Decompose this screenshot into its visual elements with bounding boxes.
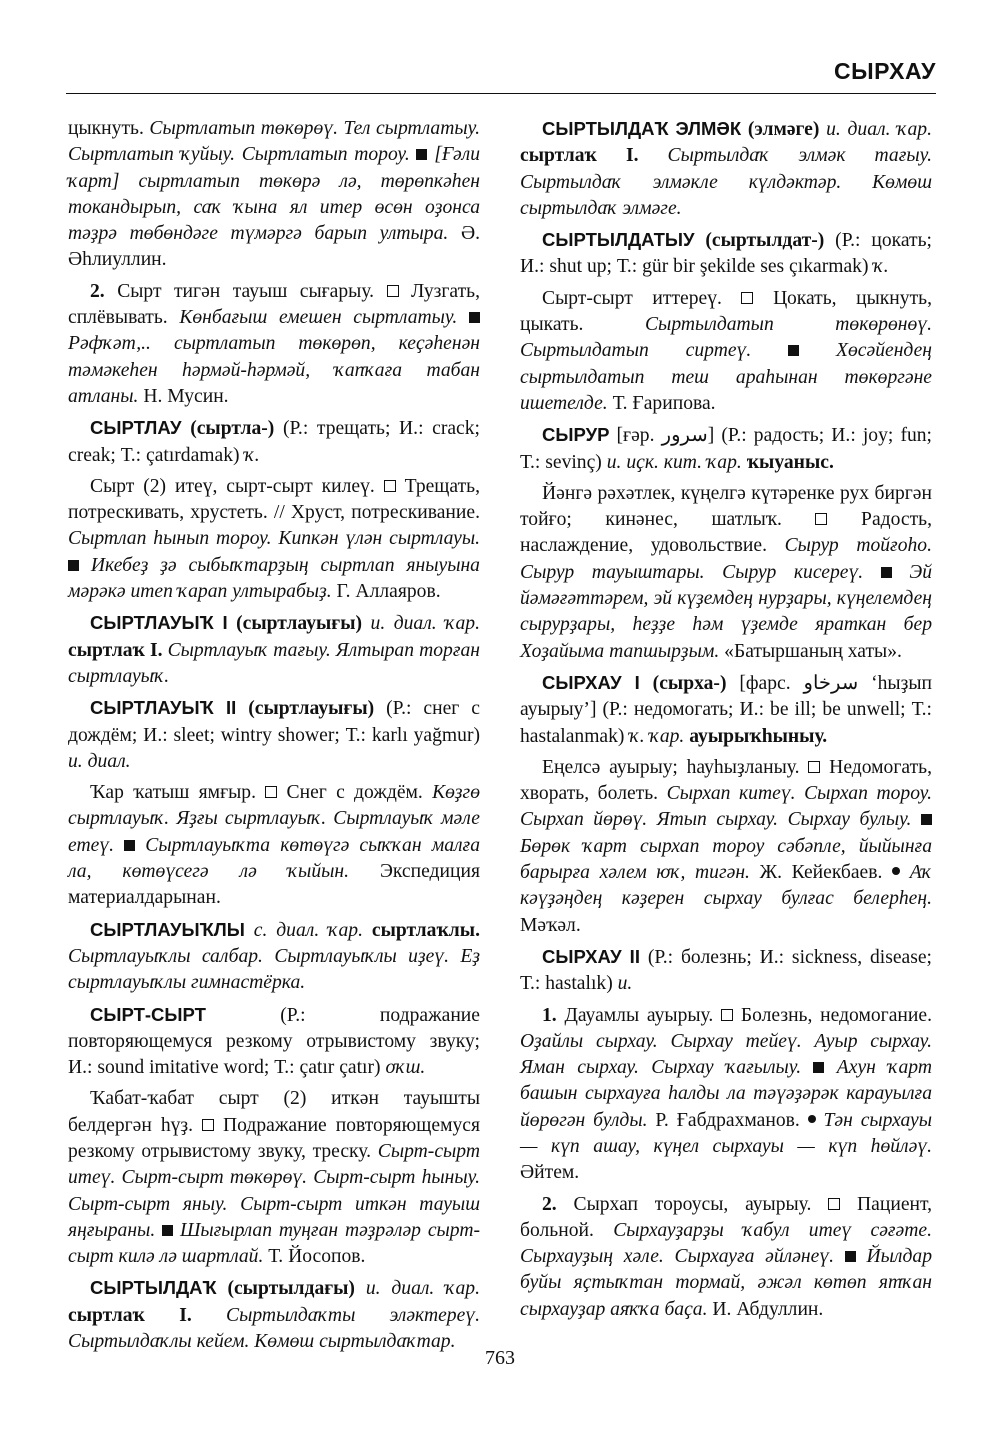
headword: СЫРХАУ II xyxy=(542,945,640,967)
example-marker-icon xyxy=(813,1062,824,1073)
right-column xyxy=(520,116,932,1328)
sense-paragraph: Сырт (2) итеү, сырт-сырт килеү. Трещать, потрескивать, хрустеть. // Хруст, потрескивание. Сыртлап һынып тороу. Кипкән үлән сыртлауы. Икебеҙ ҙә сыбыҡтарҙың сыртлап яныуына мәрәкә итеп ҡарап ултырабыҙ. Г. Аллаяров. xyxy=(68,475,480,603)
headword: СЫРТЫЛДАҠ ЭЛМӘК xyxy=(542,118,742,139)
example-marker-icon xyxy=(845,1251,856,1262)
entry-header: СЫРТЛАУЫҠ II (сыртлауығы) (Р.: снег с дождём; И.: sleet; wintry shower; Т.: karlı yağmur) и. диал. xyxy=(68,697,480,772)
entry-continuation: цыкнуть. Сыртлатып төкөрөү. Тел сыртлатыу. Сыртлатып ҡуйыу. Сыртлатып тороу. [Ғәли ҡарт] сыртлатып төкөрә лә, төрөпкәһен токандырып, саҡ ҡына ял итер өсөн оҙонса тәҙрә төбөндәге түмәргә барып ултыра. Ә. Әһлиуллин. xyxy=(68,118,480,271)
headword: СЫРТЛАУЫҠЛЫ xyxy=(90,918,245,940)
headword: СЫРТЛАУ xyxy=(90,417,182,439)
translation-marker-icon xyxy=(808,761,820,773)
headword: СЫРХАУ I xyxy=(542,671,640,693)
sense-paragraph: Ҡабат-ҡабат сырт (2) иткән тауышты белдергән һүҙ. Подражание повторяющемуся резкому отрывистому звуку, треску. Сырт-сырт итеү. Сырт-сырт төкөрөү. Сырт-сырт һыныу. Сырт-сырт яныу. Сырт-сырт иткән тауыш яңғыраны. Шығырлап туңған тәҙрәләр сырт-сырт килә лә шартлай. Т. Йосопов. xyxy=(68,1088,480,1268)
example-marker-icon xyxy=(788,345,799,356)
entry-header: СЫРТЛАУЫҠ I (сыртлауығы) и. диал. ҡар. сыртлаҡ I. Сыртлауыҡ тағыу. Ялтырап торған сыртлауыҡ. xyxy=(68,612,480,687)
headword: СЫРТЛАУЫҠ II xyxy=(90,697,237,719)
translation-marker-icon xyxy=(815,513,827,525)
headword: СЫРТЫЛДАТЫУ xyxy=(542,229,695,251)
sense-paragraph: Сырт-сырт иттереү. Цокать, цыкнуть, цыкать. Сыртылдатып төкөрөнөү. Сыртылдатып сиртеү. Хөсәйендең сыртылдатып теш араһынан төкөргәне ишетелде. Т. Ғарипова. xyxy=(520,287,932,414)
example-marker-icon xyxy=(124,840,135,851)
proverb-marker-icon xyxy=(808,1115,816,1123)
example-marker-icon xyxy=(68,560,79,571)
proverb-marker-icon xyxy=(892,867,900,875)
example-marker-icon xyxy=(881,567,892,578)
left-column xyxy=(68,116,480,1360)
sense-paragraph: 1. Дауамлы ауырыу. Болезнь, недомогание. Оҙайлы сырхау. Сырхау тейеү. Ауыр сырхау. Яман сырхау. Сырхау ҡағылыу. Ахун ҡарт башын сырхауға һалды ла тәүәҙәрәк карауылға йөрөгән булды. Р. Ғабдрахманов. Тән сырхауы — күп ашау, күңел сырхауы — күп һөйләү. Әйтем. xyxy=(520,1004,933,1184)
sense-paragraph: 2. Сырт тигән тауыш сығарыу. Лузгать, сплёвывать. Көнбағыш емешен сыртлатыу. Рәфҡәт,.. сыртлатып төкөрөп, кеҫәһенән тәмәкеһен һәрмәй-һәрмәй, ҡапҡаға табан атланы. Н. Мусин. xyxy=(68,280,480,407)
entry-header: СЫРТЫЛДАҠ (сыртылдағы) и. диал. ҡар. сыртлаҡ I. Сыртылдаҡты эләктереү. Сыртылдаҡлы кейем. Көмөш сыртылдаҡтар. xyxy=(68,1277,480,1353)
translation-marker-icon xyxy=(387,285,399,297)
sense-paragraph: 2. Сырхап тороусы, ауырыу. Пациент, больной. Сырхауҙарҙы ҡабул итеү сәғәте. Сырхауҙың хәле. Сырхауға әйләнеү. Йылдар буйы яҫтыҡтан тормай, әжәл көтөп ятҡан сырхауҙар аяҡҡа баҫа. И. Абдуллин. xyxy=(520,1193,933,1320)
header-rule xyxy=(66,93,936,94)
headword: СЫРУР xyxy=(542,424,610,446)
sense-paragraph: Йәнгә рәхәтлек, күңелгә күтәренке рух биргән тойғо; кинәнес, шатлыҡ. Радость, наслаждение, удовольствие. Сырур тойғоһо. Сырур тауыштары. Сырур кисереү. Эй йәмәғәттәрем, эй күҙемдең нурҙары, күңелемдең сырурҙары, һеҙҙе һәм үҙемде яраткан бер Хоҙайыма тапшырҙым. «Батыршаның хаты». xyxy=(520,482,933,662)
headword: СЫРТЛАУЫҠ I xyxy=(90,612,228,634)
entry-header: СЫРТЛАУЫҠЛЫ с. диал. ҡар. сыртлаҡлы. Сыртлауыҡлы салбар. Сыртлауыҡлы иҙеү. Еҙ сыртлауыҡлы гимнастёрка. xyxy=(68,918,480,994)
entry-header: СЫРТЫЛДАҠ ЭЛМӘК (элмәге) и. диал. ҡар. сыртлаҡ I. Сыртылдаҡ элмәк тағыу. Сыртылдаҡ элмәкле күлдәктәр. Көмөш сыртылдаҡ элмәге. xyxy=(520,118,933,219)
translation-marker-icon xyxy=(384,480,396,492)
arabic-etymon: سرخاو xyxy=(803,672,859,694)
example-marker-icon xyxy=(416,149,427,160)
example-marker-icon xyxy=(469,312,480,323)
entry-header: СЫРТЛАУ (сыртла-) (Р.: трещать; И.: crack; creak; Т.: çatırdamak) ҡ. xyxy=(68,417,480,466)
entry-header: СЫРТЫЛДАТЫУ (сыртылдат-) (Р.: цокать; И.: shut up; Т.: gür bir şekilde ses çıkarmak) ҡ. xyxy=(520,229,932,278)
arabic-etymon: سرور xyxy=(661,425,708,447)
translation-marker-icon xyxy=(721,1009,733,1021)
example-marker-icon xyxy=(162,1225,173,1236)
translation-marker-icon xyxy=(828,1198,840,1210)
translation-marker-icon xyxy=(202,1119,214,1131)
running-head: СЫРХАУ xyxy=(834,58,936,84)
entry-header: СЫРУР [ғәр. سرور] (Р.: радость; И.: joy; fun; Т.: sevinç) и. иҫк. кит. ҡар. ҡыуаныс. xyxy=(520,424,933,473)
headword: СЫРТЫЛДАҠ xyxy=(90,1277,217,1299)
headword: СЫРТ-СЫРТ xyxy=(90,1003,206,1025)
entry-header: СЫРХАУ I (сырха-) [фарс. سرخاو ‘һыҙып ауырыу’] (Р.: недомогать; И.: be ill; be unwell; Т.: hastalanmak) ҡ. ҡар. ауырыҡһыныу. xyxy=(520,671,932,747)
entry-header: СЫРТ-СЫРТ (Р.: подражание повторяющемуся резкому отрывистому звуку; И.: sound imitative word; Т.: çatır çatır) оҡш. xyxy=(68,1003,480,1079)
example-marker-icon xyxy=(921,814,932,825)
sense-paragraph: Ҡар ҡатыш ямғыр. Снег с дождём. Көҙгө сыртлауыҡ. Яҙғы сыртлауыҡ. Сыртлауыҡ мәле етеү. Сыртлауыҡта көтөүгә сыҡҡан малға ла, көтөүсегә лә ҡыйын. Экспедиция материалдарынан. xyxy=(68,782,481,909)
entry-header: СЫРХАУ II (Р.: болезнь; И.: sickness, disease; Т.: hastalık) и. xyxy=(520,945,932,995)
translation-marker-icon xyxy=(741,292,753,304)
translation-marker-icon xyxy=(265,786,277,798)
sense-paragraph: Еңелсә ауырыу; һауһыҙланыу. Недомогать, хворать, болеть. Сырхап китеү. Сырхап тороу. Сырхап йөрөү. Ятып сырхау. Сырхау булыу. Бөрөк ҡарт сырхап тороу сәбәпле, йыйынға барырға хәлем юҡ, тигән. Ж. Кейекбаев. Аҡ кәүҙәңдең кәҙерен сырхау булғас белерһең. Мәҡәл. xyxy=(520,756,932,936)
page-number: 763 xyxy=(485,1347,515,1369)
